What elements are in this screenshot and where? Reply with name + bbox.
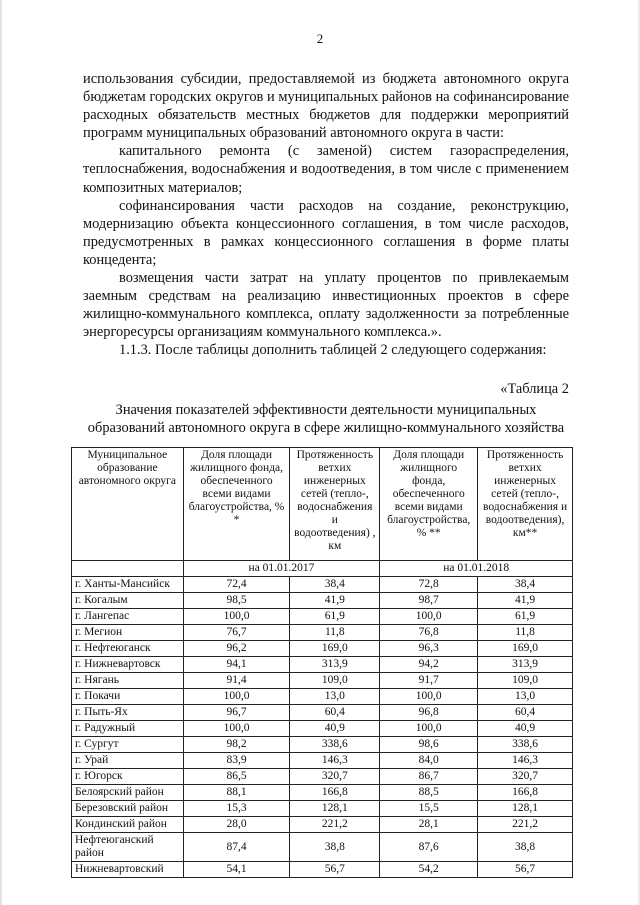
table-row [72,753,573,769]
cell-municipality: Нефтеюганский район [72,833,184,862]
cell-length-2017: 166,8 [290,785,380,801]
cell-length-2017: 61,9 [290,609,380,625]
cell-length-2018: 320,7 [478,769,573,785]
cell-share-2018: 100,0 [380,721,478,737]
cell-length-2017: 13,0 [290,689,380,705]
cell-share-2018: 100,0 [380,689,478,705]
cell-share-2017: 98,2 [183,737,290,753]
cell-municipality: Кондинский район [72,817,184,833]
cell-share-2017: 98,5 [183,593,290,609]
table-row [72,833,573,862]
table-row [72,769,573,785]
cell-share-2018: 98,6 [380,737,478,753]
cell-length-2017: 56,7 [290,862,380,878]
paragraph-amendment: 1.1.3. После таблицы дополнить таблицей 2 следующего содержания: [119,342,547,359]
header-share-2018: Доля площади жилищного фонда, обеспеченного всеми видами благоустройства, % ** [380,448,478,561]
cell-length-2018: 109,0 [478,673,573,689]
cell-length-2017: 313,9 [290,657,380,673]
cell-share-2017: 100,0 [183,609,290,625]
cell-municipality: Березовский район [72,801,184,817]
cell-share-2018: 94,2 [380,657,478,673]
cell-share-2018: 76,8 [380,625,478,641]
table-row [72,817,573,833]
cell-share-2017: 87,4 [183,833,290,862]
header-length-2018: Протяженность ветхих инженерных сетей (тепло-, водоснабжения и водоотведения), км** [478,448,573,561]
cell-length-2017: 60,4 [290,705,380,721]
cell-length-2017: 38,4 [290,577,380,593]
paragraph-intro: использования субсидии, предоставляемой из бюджета автономного округа бюджетам городских округов и муниципальных районов на софинансирование расходных обязательств местных бюджетов для поддержки мероприятий программ муниципальных образований автономного округа в части: [83,71,569,142]
cell-share-2017: 28,0 [183,817,290,833]
cell-municipality: г. Сургут [72,737,184,753]
page-number: 2 [316,31,324,46]
cell-share-2018: 72,8 [380,577,478,593]
scan-edge-left [0,0,3,905]
cell-share-2018: 84,0 [380,753,478,769]
table-number: «Таблица 2 [500,381,569,397]
table-title: Значения показателей эффективности деятельности муниципальных образований автономного округа в сфере жилищно-коммунального хозяйства [87,402,565,436]
cell-length-2017: 109,0 [290,673,380,689]
date-2017: на 01.01.2017 [183,561,380,577]
cell-length-2017: 320,7 [290,769,380,785]
cell-share-2017: 96,2 [183,641,290,657]
cell-share-2018: 91,7 [380,673,478,689]
cell-length-2017: 128,1 [290,801,380,817]
paragraph-cofinancing: софинансирования части расходов на создание, реконструкцию, модернизацию объекта концессионного соглашения, в том числе расходов, предусмотренных в рамках концессионного соглашения в форме платы концедента; [83,197,569,268]
cell-municipality: г. Югорск [72,769,184,785]
table-row [72,657,573,673]
table-row [72,689,573,705]
cell-share-2017: 100,0 [183,689,290,705]
paragraph-reimbursement: возмещения части затрат на уплату процентов по привлекаемым заемным средствам на реализацию инвестиционных проектов в сфере жилищно-коммунального комплекса, оплату задолженности за потребленные энергоресурсы организациям коммунального комплекса.». [83,270,569,341]
cell-share-2018: 98,7 [380,593,478,609]
cell-municipality: г. Когалым [72,593,184,609]
cell-municipality: г. Нижневартовск [72,657,184,673]
cell-municipality: г. Пыть-Ях [72,705,184,721]
cell-municipality: г. Радужный [72,721,184,737]
table-row [72,801,573,817]
body-text [83,70,569,360]
cell-length-2017: 338,6 [290,737,380,753]
cell-length-2018: 146,3 [478,753,573,769]
cell-share-2018: 54,2 [380,862,478,878]
cell-share-2017: 94,1 [183,657,290,673]
cell-share-2018: 86,7 [380,769,478,785]
header-share-2017: Доля площади жилищного фонда, обеспеченного всеми видами благоустройства, % * [183,448,290,561]
table-row [72,737,573,753]
cell-length-2018: 169,0 [478,641,573,657]
table-row [72,785,573,801]
paragraph-capital-repair: капитального ремонта (с заменой) систем газораспределения, теплоснабжения, водоснабжения и водоотведения, в том числе с применением композитных материалов; [83,143,569,196]
cell-share-2017: 76,7 [183,625,290,641]
date-2018: на 01.01.2018 [380,561,573,577]
header-municipality: Муниципальное образование автономного округа [72,448,184,561]
cell-length-2017: 40,9 [290,721,380,737]
cell-municipality: г. Нефтеюганск [72,641,184,657]
cell-length-2018: 313,9 [478,657,573,673]
cell-share-2018: 15,5 [380,801,478,817]
cell-share-2018: 96,8 [380,705,478,721]
cell-share-2017: 72,4 [183,577,290,593]
cell-share-2018: 96,3 [380,641,478,657]
cell-length-2018: 11,8 [478,625,573,641]
cell-length-2018: 166,8 [478,785,573,801]
table-row [72,577,573,593]
header-length-2017: Протяженность ветхих инженерных сетей (тепло-, водоснабжения и водоотведения) , км [290,448,380,561]
cell-length-2017: 146,3 [290,753,380,769]
cell-length-2018: 38,4 [478,577,573,593]
cell-share-2018: 100,0 [380,609,478,625]
cell-share-2017: 96,7 [183,705,290,721]
cell-municipality: г. Мегион [72,625,184,641]
cell-share-2017: 91,4 [183,673,290,689]
table-header-row [72,448,573,561]
cell-share-2018: 88,5 [380,785,478,801]
date-row [72,561,573,577]
cell-share-2017: 100,0 [183,721,290,737]
cell-share-2018: 28,1 [380,817,478,833]
table-row [72,673,573,689]
cell-length-2018: 56,7 [478,862,573,878]
cell-length-2017: 169,0 [290,641,380,657]
cell-length-2018: 61,9 [478,609,573,625]
date-row-empty [72,561,184,577]
cell-municipality: г. Лангепас [72,609,184,625]
table-row [72,705,573,721]
cell-length-2018: 38,8 [478,833,573,862]
cell-share-2017: 15,3 [183,801,290,817]
cell-municipality: г. Урай [72,753,184,769]
cell-length-2017: 38,8 [290,833,380,862]
table-row [72,609,573,625]
cell-share-2018: 87,6 [380,833,478,862]
cell-length-2017: 41,9 [290,593,380,609]
cell-share-2017: 54,1 [183,862,290,878]
table-row [72,625,573,641]
indicators-table [71,447,573,878]
cell-length-2017: 11,8 [290,625,380,641]
table-body [72,561,573,878]
table-row [72,721,573,737]
cell-length-2017: 221,2 [290,817,380,833]
cell-municipality: г. Нягань [72,673,184,689]
cell-municipality: Белоярский район [72,785,184,801]
cell-municipality: Нижневартовский [72,862,184,878]
cell-length-2018: 60,4 [478,705,573,721]
cell-share-2017: 83,9 [183,753,290,769]
cell-length-2018: 41,9 [478,593,573,609]
cell-share-2017: 86,5 [183,769,290,785]
table-row [72,862,573,878]
cell-length-2018: 221,2 [478,817,573,833]
cell-length-2018: 13,0 [478,689,573,705]
cell-length-2018: 338,6 [478,737,573,753]
table-row [72,593,573,609]
cell-length-2018: 40,9 [478,721,573,737]
cell-share-2017: 88,1 [183,785,290,801]
cell-length-2018: 128,1 [478,801,573,817]
cell-municipality: г. Покачи [72,689,184,705]
table-row [72,641,573,657]
cell-municipality: г. Ханты-Мансийск [72,577,184,593]
